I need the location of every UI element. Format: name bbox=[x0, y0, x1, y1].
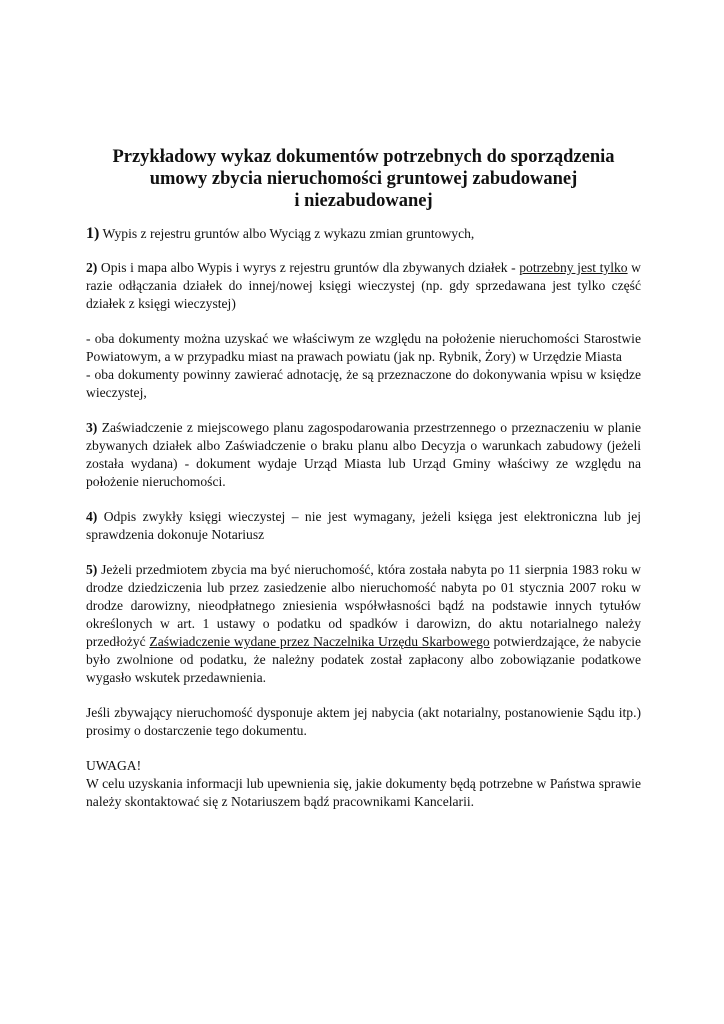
item-5 bbox=[86, 561, 641, 687]
item-text: Odpis zwykły księgi wieczystej – nie jest wymagany, jeżeli księga jest elektroniczna lub jej sprawdzenia dokonuje Notariusz bbox=[86, 509, 641, 542]
title-line: Przykładowy wykaz dokumentów potrzebnych do sporządzenia bbox=[112, 147, 615, 167]
warning-block bbox=[86, 757, 641, 811]
item-number: 2) bbox=[86, 260, 98, 275]
underlined-text: Zaświadczenie wydane przez Naczelnika Urzędu Skarbowego bbox=[149, 634, 490, 649]
warning-text: W celu uzyskania informacji lub upewnienia się, jakie dokumenty będą potrzebne w Państwa sprawie należy skontaktować się z Notariuszem bądź pracownikami Kancelarii. bbox=[86, 776, 641, 809]
title-line: umowy zbycia nieruchomości gruntowej zabudowanej bbox=[149, 169, 578, 189]
document-title bbox=[86, 146, 641, 212]
item-number: 3) bbox=[86, 420, 98, 435]
item-text: Jeżeli przedmiotem zbycia ma być nieruchomość, która została nabyta po 11 sierpnia 1983 roku w drodze dziedziczenia lub przez zasiedzenie albo nieruchomość nabyta po 01 stycznia 2007 roku w drodze darowizny, nieodpłatnego zniesienia współwłasności bądź na podstawie innych tytułów określonych w art. 1 ustawy o podatku od spadków i darowizn, do aktu notarialnego należy przedłożyć bbox=[86, 562, 641, 649]
title-line: i niezabudowanej bbox=[294, 191, 433, 211]
item-text: w razie odłączania działek do innej/nowej księgi wieczystej (np. gdy sprzedawana jest tylko część działek z księgi wieczystej) bbox=[86, 260, 641, 311]
extra-note: Jeśli zbywający nieruchomość dysponuje aktem jej nabycia (akt notarialny, postanowienie Sądu itp.) prosimy o dostarczenie tego dokumentu. bbox=[86, 705, 641, 738]
item-number: 1) bbox=[86, 225, 100, 242]
document-page bbox=[86, 146, 641, 828]
item-text: Zaświadczenie z miejscowego planu zagospodarowania przestrzennego o przeznaczeniu w planie zbywanych działek albo Zaświadczenie o braku planu albo Decyzja o warunkach zabudowy (jeżeli została wydana) - dokument wydaje Urząd Miasta lub Urząd Gminy właściwy ze względu na położenie nieruchomości. bbox=[86, 420, 641, 489]
item-number: 5) bbox=[86, 562, 98, 577]
item-3 bbox=[86, 419, 641, 491]
item-2 bbox=[86, 259, 641, 313]
item-4 bbox=[86, 508, 641, 544]
item-text: Wypis z rejestru gruntów albo Wyciąg z wykazu zmian gruntowych, bbox=[99, 226, 475, 241]
warning-heading: UWAGA! bbox=[86, 758, 142, 773]
item-1 bbox=[86, 225, 641, 243]
note-annotation: - oba dokumenty powinny zawierać adnotację, że są przeznaczone do dokonywania wpisu w księdze wieczystej, bbox=[86, 367, 641, 400]
item-text: Opis i mapa albo Wypis i wyrys z rejestru gruntów dla zbywanych działek - bbox=[97, 260, 520, 275]
item-number: 4) bbox=[86, 509, 98, 524]
underlined-text: potrzebny jest tylko bbox=[519, 260, 628, 275]
item-text: potwierdzające, że nabycie było zwolnione od podatku, że należny podatek został zapłacony albo zobowiązanie podatkowe wygasło wskutek przedawnienia. bbox=[86, 634, 642, 685]
note-location: - oba dokumenty można uzyskać we właściwym ze względu na położenie nieruchomości Starostwie Powiatowym, a w przypadku miast na prawach powiatu (jak np. Rybnik, Żory) w Urzędzie Miasta bbox=[86, 331, 641, 364]
